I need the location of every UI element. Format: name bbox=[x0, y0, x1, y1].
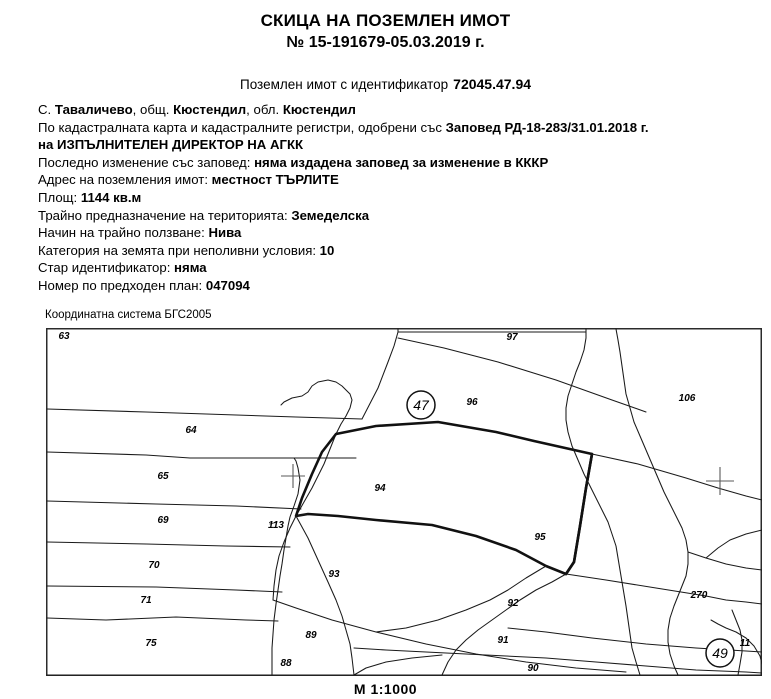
district-label: , обл. bbox=[246, 102, 283, 117]
parcel-label: 106 bbox=[678, 393, 696, 404]
identifier-value: 72045.47.94 bbox=[453, 76, 532, 92]
detail-row-authority bbox=[38, 136, 758, 154]
detail-row-category bbox=[38, 242, 758, 260]
parcel-label: 91 bbox=[497, 635, 509, 646]
category-value: 10 bbox=[319, 242, 335, 258]
parcel-label: 64 bbox=[185, 425, 197, 436]
cadastral-order-value: Заповед РД-18-283/31.01.2018 г. bbox=[445, 119, 649, 135]
purpose-label: Трайно предназначение на територията: bbox=[38, 207, 292, 223]
category-label: Категория на земята при неполивни условия: bbox=[38, 242, 320, 258]
parcel-label: 90 bbox=[527, 663, 539, 674]
region-marker-label: 47 bbox=[413, 397, 429, 413]
settlement-value: Таваличево bbox=[54, 102, 133, 117]
detail-row-area bbox=[38, 189, 758, 207]
old-identifier-value: няма bbox=[174, 260, 207, 276]
parcel-label: 113 bbox=[268, 520, 284, 531]
detail-row-purpose bbox=[38, 207, 758, 225]
detail-row-old-identifier bbox=[38, 259, 758, 277]
parcel-label: 89 bbox=[305, 630, 317, 641]
detail-row-cadastral-order bbox=[38, 119, 758, 137]
municipality-value: Кюстендил bbox=[173, 102, 247, 117]
cadastral-label: По кадастралната карта и кадастралните регистри, одобрени със bbox=[38, 119, 446, 135]
district-value: Кюстендил bbox=[282, 102, 356, 117]
parcel-label: 75 bbox=[145, 638, 157, 649]
parcel-label: 94 bbox=[374, 483, 386, 494]
parcel-label: 88 bbox=[280, 658, 292, 669]
cadastral-map bbox=[46, 328, 762, 676]
parcel-label: 97 bbox=[506, 332, 518, 343]
property-details bbox=[38, 101, 758, 295]
usage-label: Начин на трайно ползване: bbox=[38, 225, 209, 241]
last-change-value: няма издадена заповед за изменение в КККР bbox=[254, 154, 549, 170]
parcel-label: 69 bbox=[157, 515, 169, 526]
region-marker-label: 49 bbox=[712, 645, 728, 661]
parcel-label: 70 bbox=[148, 560, 160, 571]
map-frame bbox=[47, 329, 762, 676]
detail-row-address bbox=[38, 171, 758, 189]
parcel-label: 96 bbox=[466, 397, 478, 408]
last-change-label: Последно изменение със заповед: bbox=[38, 154, 255, 170]
purpose-value: Земеделска bbox=[291, 207, 370, 223]
map-scale: M 1:1000 bbox=[353, 681, 418, 697]
coordinate-system-caption: Координатна система БГС2005 bbox=[45, 309, 212, 321]
address-label: Адрес на поземления имот: bbox=[38, 172, 212, 188]
parcel-label: 92 bbox=[507, 598, 519, 609]
address-value: местност ТЪРЛИТЕ bbox=[211, 172, 339, 188]
old-identifier-label: Стар идентификатор: bbox=[38, 260, 175, 276]
identifier-label: Поземлен имот с идентификатор bbox=[239, 77, 449, 92]
parcel-label: 270 bbox=[690, 590, 708, 601]
region-marker bbox=[706, 639, 734, 667]
municipality-label: , общ. bbox=[132, 102, 174, 117]
detail-row-previous-plan bbox=[38, 277, 758, 295]
usage-value: Нива bbox=[208, 225, 242, 241]
identifier-line bbox=[0, 75, 771, 94]
area-label: Площ: bbox=[38, 189, 81, 205]
authority-value: на ИЗПЪЛНИТЕЛЕН ДИРЕКТОР НА АГКК bbox=[38, 137, 304, 153]
parcel-label: 63 bbox=[58, 331, 70, 342]
detail-row-location bbox=[38, 101, 758, 119]
parcel-label: 95 bbox=[534, 532, 546, 543]
detail-row-usage bbox=[38, 224, 758, 242]
previous-plan-value: 047094 bbox=[205, 277, 250, 293]
previous-plan-label: Номер по предходен план: bbox=[38, 277, 206, 293]
location-prefix: С. bbox=[38, 102, 55, 117]
parcel-label: 11 bbox=[739, 638, 751, 649]
page-title: СКИЦА НА ПОЗЕМЛЕН ИМОТ bbox=[260, 11, 511, 30]
area-value: 1144 кв.м bbox=[80, 189, 142, 205]
page-subtitle: № 15-191679-05.03.2019 г. bbox=[286, 34, 485, 51]
parcel-label: 93 bbox=[328, 569, 340, 580]
parcel-label: 71 bbox=[140, 595, 152, 606]
detail-row-last-change bbox=[38, 154, 758, 172]
region-marker bbox=[407, 391, 435, 419]
parcel-label: 65 bbox=[157, 471, 169, 482]
